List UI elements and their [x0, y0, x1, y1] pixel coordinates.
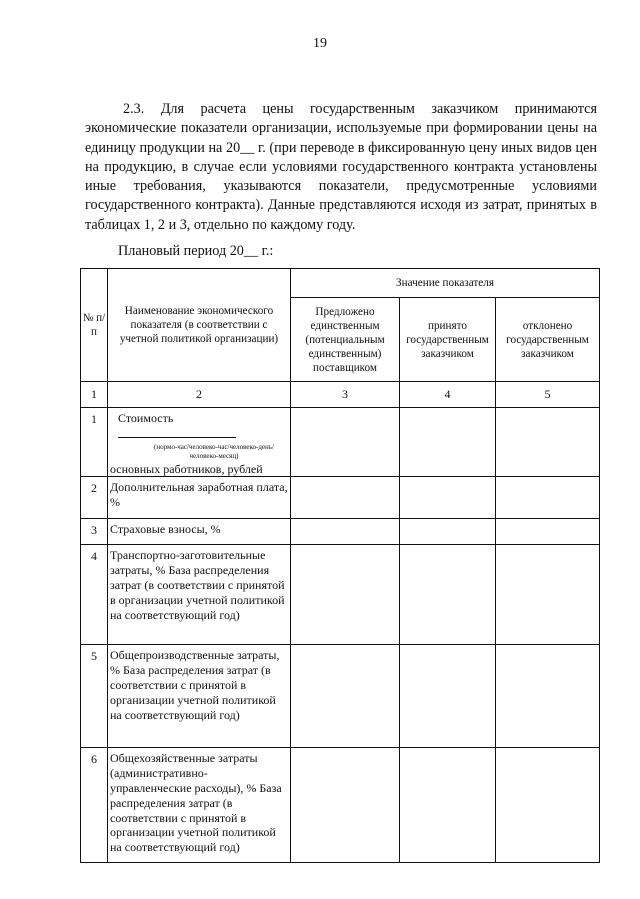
row-indicator-name: Общехозяйственные затраты (административно-управленческие расходы), % База распределения затрат (в соответствии с принятой в организации учетной политикой на соответствующий год) [108, 748, 291, 863]
planned-period-label: Плановый период 20__ г.: [118, 243, 274, 259]
cell-proposed [291, 408, 400, 477]
row-indicator-name: Страховые взносы, % [108, 519, 291, 545]
cell-rejected [496, 477, 600, 519]
column-number-5: 5 [496, 382, 600, 408]
table-row [81, 748, 600, 863]
row-indicator-name: Дополнительная заработная плата, % [108, 477, 291, 519]
blank-line [118, 426, 236, 438]
table-row [81, 408, 600, 477]
cell-accepted [400, 519, 496, 545]
header-proposed: Предложено единственным (потенциальным единственным) поставщиком [291, 298, 400, 382]
cell-rejected [496, 748, 600, 863]
cell-proposed [291, 477, 400, 519]
cell-rejected [496, 408, 600, 477]
column-number-1: 1 [81, 382, 108, 408]
cell-proposed [291, 748, 400, 863]
cell-proposed [291, 519, 400, 545]
row-number: 6 [81, 748, 108, 863]
page-number: 19 [313, 36, 327, 51]
row-name-part-b: основных работников, рублей [110, 461, 263, 476]
table-row [81, 519, 600, 545]
cell-rejected [496, 519, 600, 545]
cell-accepted [400, 477, 496, 519]
header-row-1 [81, 269, 600, 298]
cell-rejected [496, 645, 600, 748]
column-number-2: 2 [108, 382, 291, 408]
row-indicator-name [108, 408, 291, 477]
header-no: № п/п [81, 269, 108, 382]
paragraph-text: 2.3. Для расчета цены государственным заказчиком принимаются экономические показатели организации, используемые при формировании цены на единицу продукции на 20__ г. (при переводе в фиксированную цену иных видов цен на продукцию, в случае если условиями государственного контракта установлены иные требования, указываются показатели, предусмотренные условиями государственного контракта). Данные представляются исходя из затрат, принятых в таблицах 1, 2 и 3, отдельно по каждому году. [85, 101, 597, 233]
column-number-row [81, 382, 600, 408]
cell-accepted [400, 408, 496, 477]
row-hint: (нормо-час/человеко-час/человеко-день/человеко-месяц) [154, 442, 274, 460]
cell-accepted [400, 545, 496, 645]
row-name-part-a: Стоимость [118, 411, 174, 425]
cell-proposed [291, 645, 400, 748]
header-value-group: Значение показателя [291, 269, 600, 298]
row-number: 3 [81, 519, 108, 545]
table-row [81, 645, 600, 748]
row-number: 2 [81, 477, 108, 519]
cell-proposed [291, 545, 400, 645]
cell-accepted [400, 645, 496, 748]
cell-accepted [400, 748, 496, 863]
row-indicator-name: Общепроизводственные затраты, % База распределения затрат (в соответствии с принятой в организации учетной политикой на соответствующий год) [108, 645, 291, 748]
cell-rejected [496, 545, 600, 645]
indicators-table [80, 268, 600, 863]
row-number: 4 [81, 545, 108, 645]
header-indicator-name: Наименование экономического показателя (в соответствии с учетной политикой организации) [108, 269, 291, 382]
row-indicator-name: Транспортно-заготовительные затраты, % База распределения затрат (в соответствии с принятой в организации учетной политикой на соответствующий год) [108, 545, 291, 645]
column-number-3: 3 [291, 382, 400, 408]
row-number: 1 [81, 408, 108, 477]
table-row [81, 477, 600, 519]
header-rejected: отклонено государственным заказчиком [496, 298, 600, 382]
row-number: 5 [81, 645, 108, 748]
table-row [81, 545, 600, 645]
column-number-4: 4 [400, 382, 496, 408]
header-accepted: принято государственным заказчиком [400, 298, 496, 382]
paragraph-2-3 [85, 100, 597, 235]
